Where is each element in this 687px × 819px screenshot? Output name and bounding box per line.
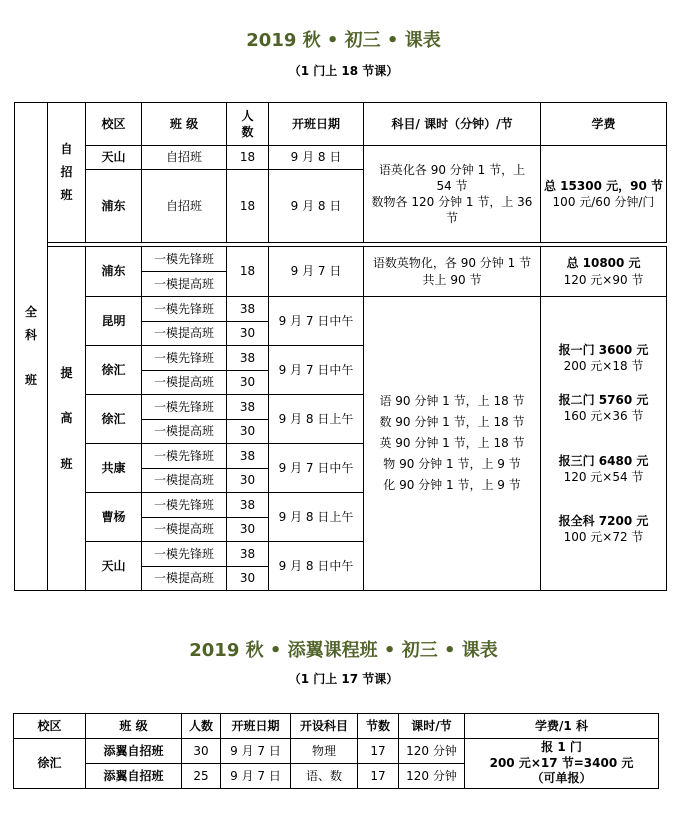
class-cell: 一模先锋班: [142, 444, 227, 469]
table2-subtitle: （1 门上 17 节课）: [288, 672, 399, 686]
start-cell: 9 月 7 日中午: [269, 444, 364, 493]
group-all-class: 全 科 班: [15, 103, 48, 591]
class-cell: 添翼自招班: [86, 764, 182, 789]
campus-cell: 徐汇: [86, 346, 142, 395]
people-cell: 38: [227, 297, 269, 322]
class-cell: 一模提高班: [142, 469, 227, 493]
tigao-subject: 语 90 分钟 1 节，上 18 节 数 90 分钟 1 节，上 18 节 英 90 分钟 1 节，上 18 节 物 90 分钟 1 节，上 9 节 化 90 分钟 1 节，上 9 节: [364, 297, 541, 591]
class-cell: 一模先锋班: [142, 542, 227, 567]
campus-cell: 天山: [86, 542, 142, 591]
campus-cell: 昆明: [86, 297, 142, 346]
people-cell: 38: [227, 395, 269, 420]
people-cell: 30: [227, 420, 269, 444]
start-cell: 9 月 7 日: [269, 247, 364, 297]
table1-subtitle: （1 门上 18 节课）: [288, 64, 399, 78]
class-cell: 一模先锋班: [142, 395, 227, 420]
zizhao-fee: 总 15300 元，90 节 100 元/60 分钟/门: [541, 146, 667, 243]
class-cell: 一模提高班: [142, 322, 227, 346]
subject-cell: 语、数: [291, 764, 358, 789]
campus-cell: 共康: [86, 444, 142, 493]
header-start: 开班日期: [269, 103, 364, 146]
header-class: 班 级: [142, 103, 227, 146]
class-cell: 一模提高班: [142, 371, 227, 395]
class-cell: 自招班: [142, 146, 227, 170]
campus-cell: 浦东: [86, 170, 142, 243]
table1-title: 2019 秋 • 初三 • 课表: [246, 30, 441, 51]
schedule-table-1: [14, 102, 667, 591]
group-zizhao: 自 招 班: [48, 103, 86, 243]
campus-cell: 浦东: [86, 247, 142, 297]
people-cell: 30: [227, 518, 269, 542]
people-cell: 18: [227, 146, 269, 170]
start-cell: 9 月 8 日: [269, 146, 364, 170]
people-cell: 30: [227, 469, 269, 493]
t2-header-sessions: 节数: [358, 714, 399, 739]
class-cell: 一模提高班: [142, 567, 227, 591]
class-cell: 一模提高班: [142, 518, 227, 542]
start-cell: 9 月 7 日中午: [269, 346, 364, 395]
class-cell: 一模先锋班: [142, 346, 227, 371]
pudong-subject: 语数英物化，各 90 分钟 1 节共上 90 节: [364, 247, 541, 297]
header-subject: 科目/ 课时（分钟）/节: [364, 103, 541, 146]
people-cell: 18: [227, 170, 269, 243]
campus-cell: 曹杨: [86, 493, 142, 542]
people-cell: 38: [227, 444, 269, 469]
start-cell: 9 月 7 日中午: [269, 297, 364, 346]
group-tigao: 提 高 班: [48, 247, 86, 591]
t2-header-fee: 学费/1 科: [465, 714, 659, 739]
class-cell: 一模先锋班: [142, 297, 227, 322]
people-cell: 30: [227, 371, 269, 395]
header-fee: 学费: [541, 103, 667, 146]
zizhao-subject: 语英化各 90 分钟 1 节，上 54 节 数物各 120 分钟 1 节，上 36 节: [364, 146, 541, 243]
start-cell: 9 月 8 日上午: [269, 395, 364, 444]
class-cell: 一模先锋班: [142, 247, 227, 272]
t2-header-start: 开班日期: [221, 714, 291, 739]
class-cell: 添翼自招班: [86, 739, 182, 764]
people-cell: 30: [227, 567, 269, 591]
campus-cell: 天山: [86, 146, 142, 170]
schedule-table-2: [13, 713, 659, 789]
class-cell: 一模提高班: [142, 272, 227, 297]
class-cell: 一模提高班: [142, 420, 227, 444]
start-cell: 9 月 8 日上午: [269, 493, 364, 542]
header-people: 人 数: [227, 103, 269, 146]
t2-header-class: 班 级: [86, 714, 182, 739]
t2-header-campus: 校区: [14, 714, 86, 739]
t2-header-duration: 课时/节: [399, 714, 465, 739]
start-cell: 9 月 8 日: [269, 170, 364, 243]
sessions-cell: 17: [358, 764, 399, 789]
start-cell: 9 月 8 日中午: [269, 542, 364, 591]
people-cell: 25: [182, 764, 221, 789]
people-cell: 18: [227, 247, 269, 297]
campus-cell: 徐汇: [86, 395, 142, 444]
sessions-cell: 17: [358, 739, 399, 764]
people-cell: 38: [227, 542, 269, 567]
class-cell: 自招班: [142, 170, 227, 243]
duration-cell: 120 分钟: [399, 764, 465, 789]
class-cell: 一模先锋班: [142, 493, 227, 518]
people-cell: 30: [182, 739, 221, 764]
header-campus: 校区: [86, 103, 142, 146]
people-cell: 38: [227, 346, 269, 371]
start-cell: 9 月 7 日: [221, 739, 291, 764]
table2-title: 2019 秋 • 添翼课程班 • 初三 • 课表: [189, 640, 498, 661]
subject-cell: 物理: [291, 739, 358, 764]
tigao-fee: 报一门 3600 元 200 元×18 节 报二门 5760 元 160 元×36 节 报三门 6480 元 120 元×54 节 报全科 7200 元 100 元×72 节: [541, 297, 667, 591]
t2-campus: 徐汇: [14, 739, 86, 789]
t2-header-subject: 开设科目: [291, 714, 358, 739]
people-cell: 38: [227, 493, 269, 518]
start-cell: 9 月 7 日: [221, 764, 291, 789]
people-cell: 30: [227, 322, 269, 346]
t2-header-people: 人数: [182, 714, 221, 739]
pudong-fee: 总 10800 元 120 元×90 节: [541, 247, 667, 297]
t2-fee: 报 1 门 200 元×17 节=3400 元 （可单报）: [465, 739, 659, 789]
duration-cell: 120 分钟: [399, 739, 465, 764]
